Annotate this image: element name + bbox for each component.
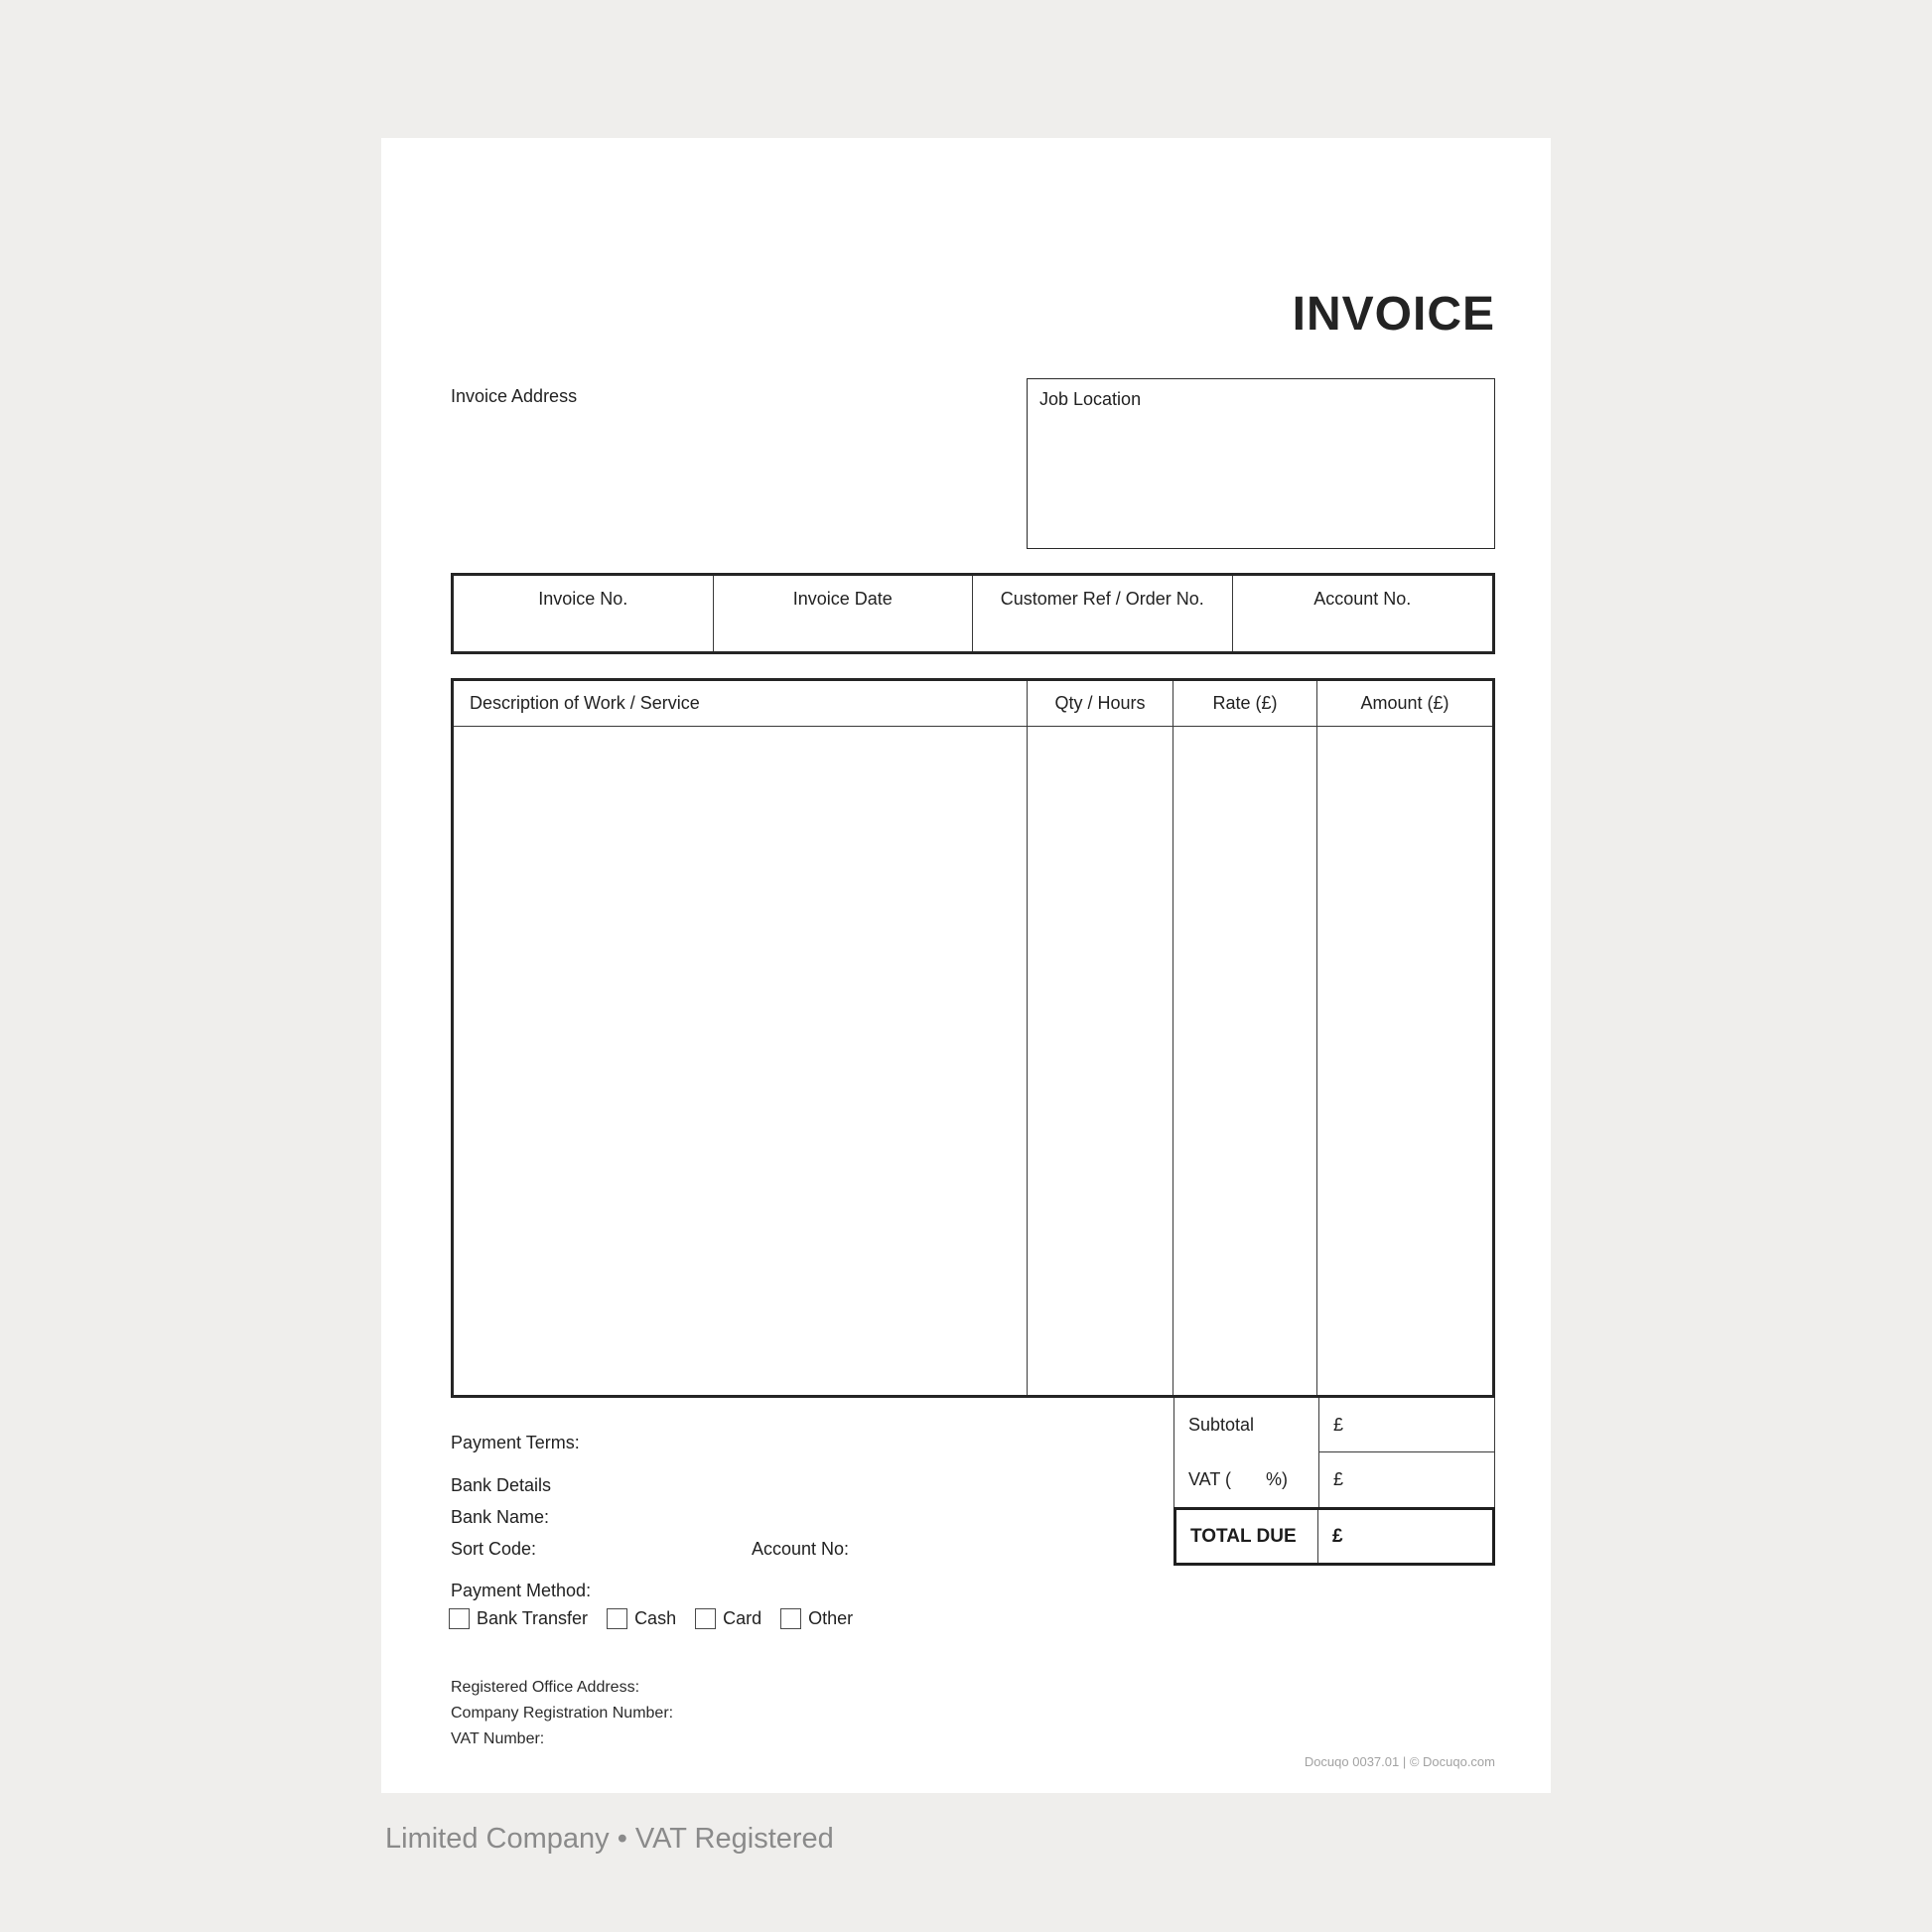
payment-method-cash — [607, 1608, 676, 1629]
invoice-date-field[interactable]: Invoice Date — [714, 576, 974, 651]
account-no-field[interactable]: Account No. — [1313, 589, 1412, 609]
payment-method-options — [449, 1608, 853, 1629]
account-no-label: Account No: — [752, 1539, 850, 1559]
job-location-field[interactable] — [1027, 378, 1495, 549]
total-due-label: TOTAL DUE — [1190, 1525, 1297, 1547]
invoice-document — [381, 138, 1551, 1793]
totals-table — [1173, 1398, 1495, 1566]
qty-hours-entry-area[interactable] — [1028, 727, 1173, 1395]
sort-code-label: Sort Code: — [451, 1539, 537, 1559]
other-checkbox[interactable] — [780, 1608, 801, 1629]
bank-name-label: Bank Name: — [451, 1507, 550, 1527]
payment-terms-label: Payment Terms: — [451, 1433, 580, 1452]
payment-method-card — [695, 1608, 761, 1629]
totals-value-column — [1318, 1398, 1494, 1507]
cash-checkbox[interactable] — [607, 1608, 627, 1629]
total-due-value-cell[interactable] — [1317, 1510, 1492, 1563]
rate-column-header: Rate (£) — [1173, 681, 1317, 726]
other-label: Other — [808, 1608, 854, 1628]
bank-details-label: Bank Details — [451, 1475, 552, 1495]
company-registration-number-label: Company Registration Number: — [451, 1705, 674, 1722]
document-footer-credit: Docuqo 0037.01 | © Docuqo.com — [1304, 1754, 1495, 1769]
bank-transfer-label: Bank Transfer — [477, 1608, 589, 1628]
vat-label-close: %) — [1265, 1469, 1288, 1489]
customer-ref-field[interactable]: Customer Ref / Order No. — [973, 576, 1233, 651]
invoice-title: INVOICE — [1292, 288, 1495, 341]
template-category-caption: Limited Company • VAT Registered — [385, 1823, 834, 1855]
invoice-address-label: Invoice Address — [451, 386, 578, 406]
vat-label — [1174, 1452, 1318, 1507]
invoice-no-field[interactable]: Invoice No. — [454, 576, 714, 651]
subtotal-value-cell[interactable] — [1319, 1398, 1494, 1452]
subtotal-currency-symbol: £ — [1333, 1414, 1344, 1435]
registered-office-address-label: Registered Office Address: — [451, 1679, 640, 1696]
description-entry-area[interactable] — [454, 727, 1028, 1395]
payment-method-bank-transfer — [449, 1608, 588, 1629]
vat-label-open: VAT ( — [1188, 1469, 1232, 1489]
vat-currency-symbol: £ — [1333, 1469, 1344, 1489]
vat-number-label: VAT Number: — [451, 1730, 545, 1747]
cash-label: Cash — [634, 1608, 677, 1628]
invoice-info-table — [451, 573, 1495, 654]
subtotal-label: Subtotal — [1188, 1415, 1255, 1435]
card-label: Card — [723, 1608, 762, 1628]
job-location-label: Job Location — [1039, 389, 1142, 409]
line-items-header — [454, 681, 1492, 727]
card-checkbox[interactable] — [695, 1608, 716, 1629]
bank-transfer-checkbox[interactable] — [449, 1608, 470, 1629]
amount-entry-area[interactable] — [1317, 727, 1492, 1395]
total-due-currency-symbol: £ — [1332, 1525, 1343, 1547]
description-column-header: Description of Work / Service — [454, 681, 1028, 726]
totals-upper-rows — [1173, 1398, 1495, 1507]
payment-method-other — [780, 1608, 853, 1629]
total-due-row — [1173, 1507, 1495, 1566]
amount-column-header: Amount (£) — [1360, 693, 1449, 713]
payment-method-label: Payment Method: — [451, 1581, 592, 1600]
rate-entry-area[interactable] — [1173, 727, 1317, 1395]
totals-label-column — [1174, 1398, 1318, 1507]
line-items-table — [451, 678, 1495, 1398]
qty-hours-column-header: Qty / Hours — [1028, 681, 1173, 726]
sort-code-row — [451, 1539, 947, 1560]
line-items-body — [454, 727, 1492, 1395]
vat-value-cell[interactable] — [1319, 1452, 1494, 1507]
